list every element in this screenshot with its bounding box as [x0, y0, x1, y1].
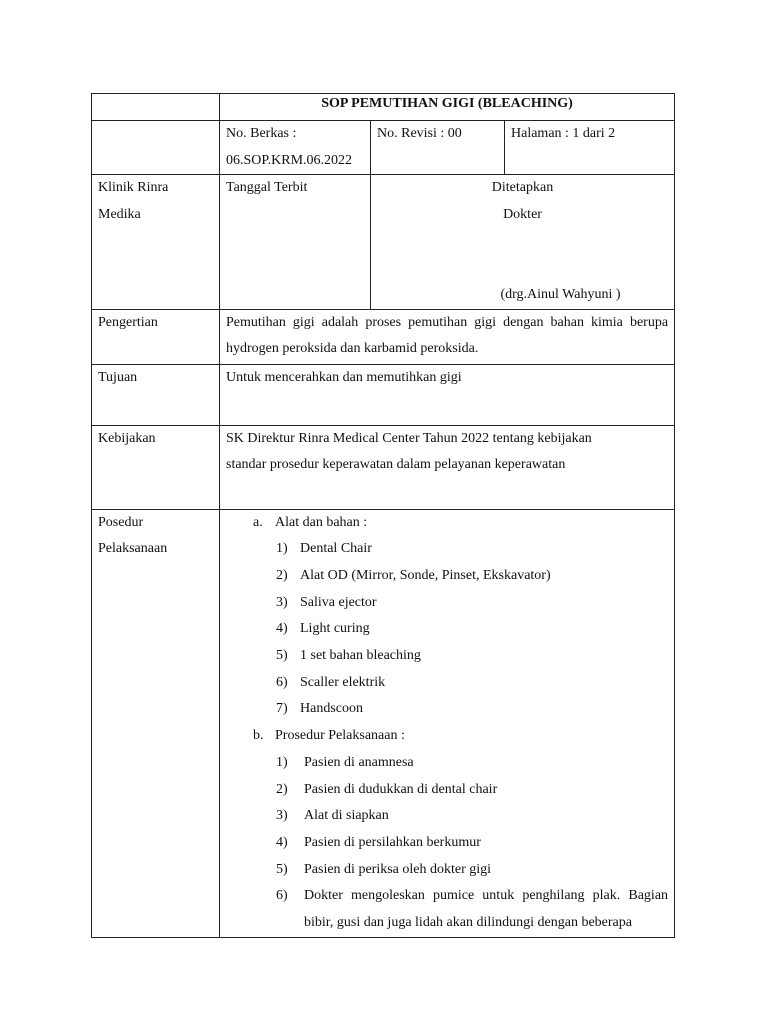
list-item — [226, 643, 668, 670]
list-item-text: Pasien di persilahkan berkumur — [304, 834, 481, 850]
list-item-marker: 1) — [276, 754, 288, 770]
section-title: Prosedur Pelaksanaan : — [275, 728, 405, 744]
list-item — [226, 803, 668, 830]
signature-space — [377, 229, 668, 282]
list-item-text: Alat OD (Mirror, Sonde, Pinset, Ekskavator) — [300, 567, 551, 583]
klinik-line2: Medika — [98, 207, 141, 223]
posedur-label — [92, 509, 220, 937]
list-item-marker: 4) — [276, 621, 288, 637]
list-item — [226, 590, 668, 617]
kebijakan-row — [92, 425, 675, 509]
list-item-text: 1 set bahan bleaching — [300, 648, 421, 664]
list-item-text: Alat di siapkan — [304, 808, 389, 824]
ditetapkan-label: Ditetapkan — [491, 180, 554, 196]
tujuan-text: Untuk mencerahkan dan memutihkan gigi — [220, 364, 675, 425]
pengertian-text: Pemutihan gigi adalah proses pemutihan gigi dengan bahan kimia berupa hydrogen peroksida dan karbamid peroksida. — [220, 309, 675, 364]
section-title: Alat dan bahan : — [275, 514, 368, 530]
list-item — [226, 696, 668, 723]
section-marker: b. — [253, 728, 264, 744]
list-item-marker: 5) — [276, 648, 288, 664]
list-item — [226, 777, 668, 804]
list-item-marker: 4) — [276, 834, 288, 850]
no-revisi-cell: No. Revisi : 00 — [371, 121, 505, 175]
kebijakan-line2: standar prosedur keperawatan dalam pelayanan keperawatan — [226, 457, 566, 473]
list-item-marker: 3) — [276, 594, 288, 610]
klinik-line1: Klinik Rinra — [98, 180, 169, 196]
list-item-text: Pasien di periksa oleh dokter gigi — [304, 861, 492, 877]
list-item — [226, 883, 668, 936]
tujuan-label: Tujuan — [92, 364, 220, 425]
list-item-text: Scaller elektrik — [300, 674, 386, 690]
tujuan-row — [92, 364, 675, 425]
list-item-marker: 6) — [276, 888, 288, 904]
list-item-text: Saliva ejector — [300, 594, 377, 610]
section-marker: a. — [253, 514, 263, 530]
no-berkas-value: 06.SOP.KRM.06.2022 — [226, 152, 353, 168]
list-item-text: Handscoon — [300, 701, 363, 717]
title-row — [92, 94, 675, 121]
prosedur-list — [226, 750, 668, 937]
kebijakan-line1: SK Direktur Rinra Medical Center Tahun 2022 tentang kebijakan — [226, 430, 592, 446]
posedur-row — [92, 509, 675, 937]
list-item-text: Dental Chair — [300, 541, 372, 557]
posedur-content — [220, 509, 675, 937]
posedur-label-line1: Posedur — [98, 514, 144, 530]
list-item — [226, 670, 668, 697]
list-item — [226, 536, 668, 563]
no-berkas-cell — [220, 121, 371, 175]
list-item-marker: 1) — [276, 541, 288, 557]
empty-corner-cell — [92, 94, 220, 121]
pengertian-row — [92, 309, 675, 364]
list-item-marker: 2) — [276, 781, 288, 797]
list-item — [226, 616, 668, 643]
pengertian-label: Pengertian — [92, 309, 220, 364]
tanggal-terbit-cell: Tanggal Terbit — [220, 175, 371, 309]
section-b-heading — [226, 723, 668, 750]
list-item-marker: 3) — [276, 808, 288, 824]
no-berkas-label: No. Berkas : — [226, 126, 297, 141]
list-item-marker: 6) — [276, 674, 288, 690]
ditetapkan-cell — [371, 175, 675, 309]
list-item — [226, 750, 668, 777]
meta-row — [92, 121, 675, 175]
document-title: SOP PEMUTIHAN GIGI (BLEACHING) — [220, 94, 675, 121]
list-item-text: Pasien di anamnesa — [304, 754, 414, 770]
list-item-marker: 7) — [276, 701, 288, 717]
ditetapkan-role: Dokter — [503, 207, 542, 223]
section-a-heading — [226, 510, 668, 537]
halaman-cell: Halaman : 1 dari 2 — [505, 121, 675, 175]
klinik-cell — [92, 175, 220, 309]
kebijakan-text — [220, 425, 675, 509]
list-item-text: Dokter mengoleskan pumice untuk penghilang plak. Bagian bibir, gusi dan juga lidah akan dilindungi dengan beberapa — [304, 888, 669, 931]
list-item — [226, 563, 668, 590]
list-item — [226, 857, 668, 884]
posedur-label-line2: Pelaksanaan — [98, 541, 168, 557]
list-item-text: Pasien di dudukkan di dental chair — [304, 781, 498, 797]
list-item-marker: 2) — [276, 567, 288, 583]
kebijakan-label: Kebijakan — [92, 425, 220, 509]
ditetapkan-name: (drg.Ainul Wahyuni ) — [500, 286, 621, 302]
list-item — [226, 830, 668, 857]
empty-meta-cell — [92, 121, 220, 175]
sop-table — [91, 93, 675, 938]
klinik-row — [92, 175, 675, 309]
list-item-marker: 5) — [276, 861, 288, 877]
alat-bahan-list — [226, 536, 668, 723]
list-item-text: Light curing — [300, 621, 370, 637]
